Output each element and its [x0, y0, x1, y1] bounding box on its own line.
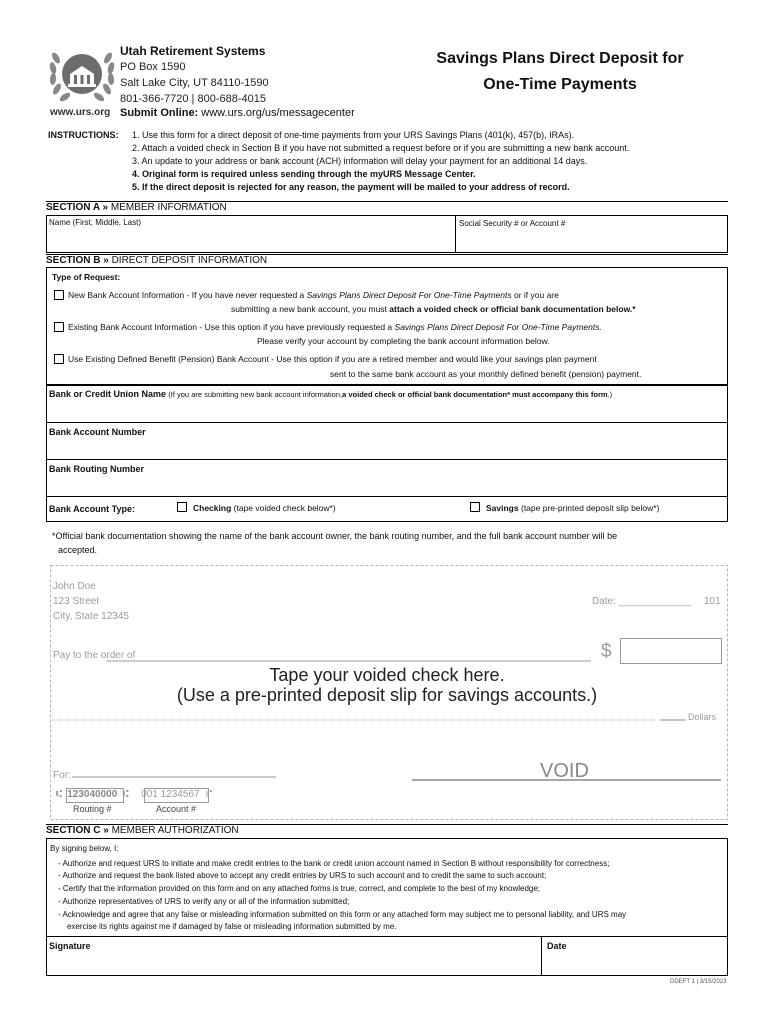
option-existing-account-italic: Savings Plans Direct Deposit For One-Time Payments. — [394, 322, 602, 332]
bank-name-note: (If you are submitting new bank account information, — [168, 390, 343, 399]
footnote-line-1: *Official bank documentation showing the name of the bank account owner, the bank routing number, and the full bank account number will be — [52, 531, 618, 541]
bank-name-note-end: .) — [607, 390, 613, 399]
check-street: 123 Street — [53, 596, 100, 607]
micr-line — [56, 789, 212, 800]
section-c-heading — [46, 824, 728, 838]
instruction-item: 1. Use this form for a direct deposit of one-time payments from your URS Savings Plans (401(k), 457(b), IRAs). — [132, 130, 575, 140]
savings-option — [486, 503, 659, 513]
tape-instruction-2: (Use a pre-printed deposit slip for savings accounts.) — [176, 685, 598, 705]
address-line-2: Salt Lake City, UT 84110-1590 — [120, 77, 269, 89]
routing-number-label: Bank Routing Number — [49, 464, 145, 474]
authorization-item: - Authorize and request the bank listed above to accept any credit entries by URS to such account and to credit the same to such account; — [58, 871, 547, 880]
request-type-label: Type of Request: — [52, 272, 121, 282]
tape-instruction-1: Tape your voided check here. — [269, 665, 505, 685]
check-name: John Doe — [53, 581, 96, 592]
account-number-field[interactable] — [46, 422, 728, 460]
section-a-prefix: SECTION A » — [46, 202, 109, 213]
option-new-account-title: New Bank Account Information — [68, 290, 185, 300]
form-title — [410, 46, 710, 98]
instruction-item: 4. Original form is required unless sending through the myURS Message Center. — [132, 169, 476, 179]
memo-for: For: — [53, 770, 71, 781]
org-name: Utah Retirement Systems — [120, 44, 266, 58]
account-suffix-symbol: ⑈ — [206, 789, 213, 800]
savings-label: Savings — [486, 503, 519, 513]
authorization-item: - Certify that the information provided on this form and on any attached forms is true, correct, and complete to the best of my knowledge; — [58, 884, 541, 893]
account-type-label: Bank Account Type: — [49, 504, 136, 514]
check-city: City, State 12345 — [53, 611, 129, 622]
pay-to-order: Pay to the order of — [53, 650, 136, 661]
option-new-account-italic: Savings Plans Direct Deposit For One-Time Payments — [306, 290, 512, 300]
form-title-line-1: Savings Plans Direct Deposit for — [436, 50, 684, 67]
authorization-item: - Authorize representatives of URS to verify any or all of the information submitted; — [58, 897, 350, 906]
routing-value: 123040000 — [67, 789, 118, 800]
bank-name-field[interactable] — [46, 385, 728, 423]
authorization-intro: By signing below, I: — [50, 844, 119, 853]
option-existing-account-title: Existing Bank Account Information — [68, 322, 197, 332]
void-text: VOID — [540, 760, 589, 782]
dollar-sign: $ — [601, 641, 612, 662]
authorization-item-continued: exercise its rights against me if damaged by false or misleading information submitted by me. — [67, 922, 397, 931]
ssn-field-label: Social Security # or Account # — [459, 219, 566, 228]
option-new-account-line2-text: submitting a new bank account, you must — [231, 304, 387, 314]
authorization-item: - Authorize and request URS to initiate and make credit entries to the bank or credit union account named in Section B without responsibility for correctness; — [58, 859, 610, 868]
signature-date-field[interactable] — [541, 936, 728, 976]
section-b-heading — [46, 254, 728, 268]
routing-suffix-symbol: ⑆ — [122, 789, 129, 800]
submit-online-label: Submit Online: — [120, 107, 199, 119]
signature-label: Signature — [49, 941, 91, 951]
checking-option — [193, 503, 336, 513]
phone-numbers: 801-366-7720 | 800-688-4015 — [120, 93, 266, 105]
existing-account-checkbox[interactable] — [54, 322, 64, 332]
submit-online-url[interactable]: www.urs.org/us/messagecenter — [201, 107, 355, 119]
section-c-title: MEMBER AUTHORIZATION — [111, 825, 239, 836]
instruction-item: 2. Attach a voided check in Section B if you have not submitted a request before or if you are submitting a new bank account. — [132, 143, 630, 153]
option-existing-account-text: Use this option if you have previously requested a — [204, 322, 393, 332]
option-pension-account-title: Use Existing Defined Benefit (Pension) Bank Account — [68, 354, 269, 364]
new-account-checkbox[interactable] — [54, 290, 64, 300]
authorization-item-text: Authorize and request the bank listed above to accept any credit entries by URS to such account and to credit the same to such account; — [62, 871, 547, 880]
section-b-title: DIRECT DEPOSIT INFORMATION — [111, 255, 268, 266]
section-b-prefix: SECTION B » — [46, 255, 109, 266]
signature-field[interactable] — [46, 936, 542, 976]
address-line-1: PO Box 1590 — [120, 61, 186, 73]
ssn-field[interactable] — [455, 215, 728, 253]
savings-note: (tape pre-printed deposit slip below*) — [520, 503, 660, 513]
authorization-item-text: Acknowledge and agree that any false or misleading information submitted on this form or any attached form may subject me to personal liability, and URS may — [62, 910, 627, 919]
account-value: 001 1234567 — [141, 789, 200, 800]
website-link[interactable]: www.urs.org — [50, 107, 111, 118]
authorization-item-text: Certify that the information provided on this form and on any attached forms is true, correct, and complete to the best of my knowledge; — [62, 884, 541, 893]
checking-label: Checking — [193, 503, 232, 513]
instruction-item: 3. An update to your address or bank account (ACH) information will delay your payment for an additional 14 days. — [132, 156, 588, 166]
section-a-title: MEMBER INFORMATION — [110, 202, 227, 213]
option-pension-account-line2: sent to the same bank account as your monthly defined benefit (pension) payment. — [330, 369, 642, 379]
signature-date-label: Date — [547, 941, 567, 951]
footnote-line-2: accepted. — [58, 545, 98, 555]
option-new-account-text: If you have never requested a — [191, 290, 305, 300]
check-number: 101 — [704, 596, 721, 607]
bank-name-note-bold: a voided check or official bank documentation* must accompany this form — [342, 390, 608, 399]
savings-checkbox[interactable] — [470, 502, 480, 512]
checking-checkbox[interactable] — [177, 502, 187, 512]
authorization-item-text: Authorize representatives of URS to verify any or all of the information submitted; — [62, 897, 350, 906]
option-existing-account-line2: Please verify your account by completing the bank account information below. — [257, 336, 550, 346]
form-code: DDEFT 1 | 3/15/2023 — [670, 979, 727, 985]
section-a-heading — [46, 201, 728, 215]
authorization-item-text: Authorize and request URS to initiate and make credit entries to the bank or credit union account named in Section B without responsibility for correctness; — [62, 859, 610, 868]
instruction-item: 5. If the direct deposit is rejected for any reason, the payment will be mailed to your address of record. — [132, 182, 570, 192]
bank-name-label-row — [49, 389, 612, 399]
account-caption: Account # — [156, 804, 197, 814]
checking-note: (tape voided check below*) — [233, 503, 336, 513]
option-new-account-line2 — [231, 304, 636, 314]
instructions-label: INSTRUCTIONS: — [48, 130, 119, 140]
name-field[interactable] — [46, 215, 456, 253]
option-pension-account-text: Use this option if you are a retired member and would like your savings plan payment — [276, 354, 597, 364]
bank-name-label: Bank or Credit Union Name — [49, 389, 167, 399]
option-new-account: New Bank Account Information - If you have never requested a Savings Plans Direct Deposit For One-Time Payments or if you are — [68, 290, 559, 300]
dollars-label: Dollars — [688, 712, 717, 722]
submit-online[interactable] — [120, 107, 355, 119]
authorization-item: - Acknowledge and agree that any false or misleading information submitted on this form or any attached form may subject me to personal liability, and URS may — [58, 910, 627, 919]
option-new-account-line2-bold: attach a voided check or official bank documentation below.* — [389, 304, 636, 314]
option-pension-account: Use Existing Defined Benefit (Pension) Bank Account - Use this option if you are a retired member and would like your savings plan payment — [68, 354, 597, 364]
section-c-prefix: SECTION C » — [46, 825, 109, 836]
option-new-account-text-b: or if you are — [513, 290, 559, 300]
account-number-label: Bank Account Number — [49, 427, 146, 437]
pension-account-checkbox[interactable] — [54, 354, 64, 364]
option-existing-account: Existing Bank Account Information - Use this option if you have previously requested a Savings Plans Direct Deposit For One-Time Payments. — [68, 322, 602, 332]
routing-number-field[interactable] — [46, 459, 728, 497]
check-date: Date: _____________ — [592, 596, 691, 607]
form-title-line-2: One-Time Payments — [483, 76, 637, 93]
routing-caption: Routing # — [73, 804, 112, 814]
name-field-label: Name (First, Middle, Last) — [49, 218, 142, 227]
routing-prefix-symbol: ⑆ — [56, 789, 62, 800]
